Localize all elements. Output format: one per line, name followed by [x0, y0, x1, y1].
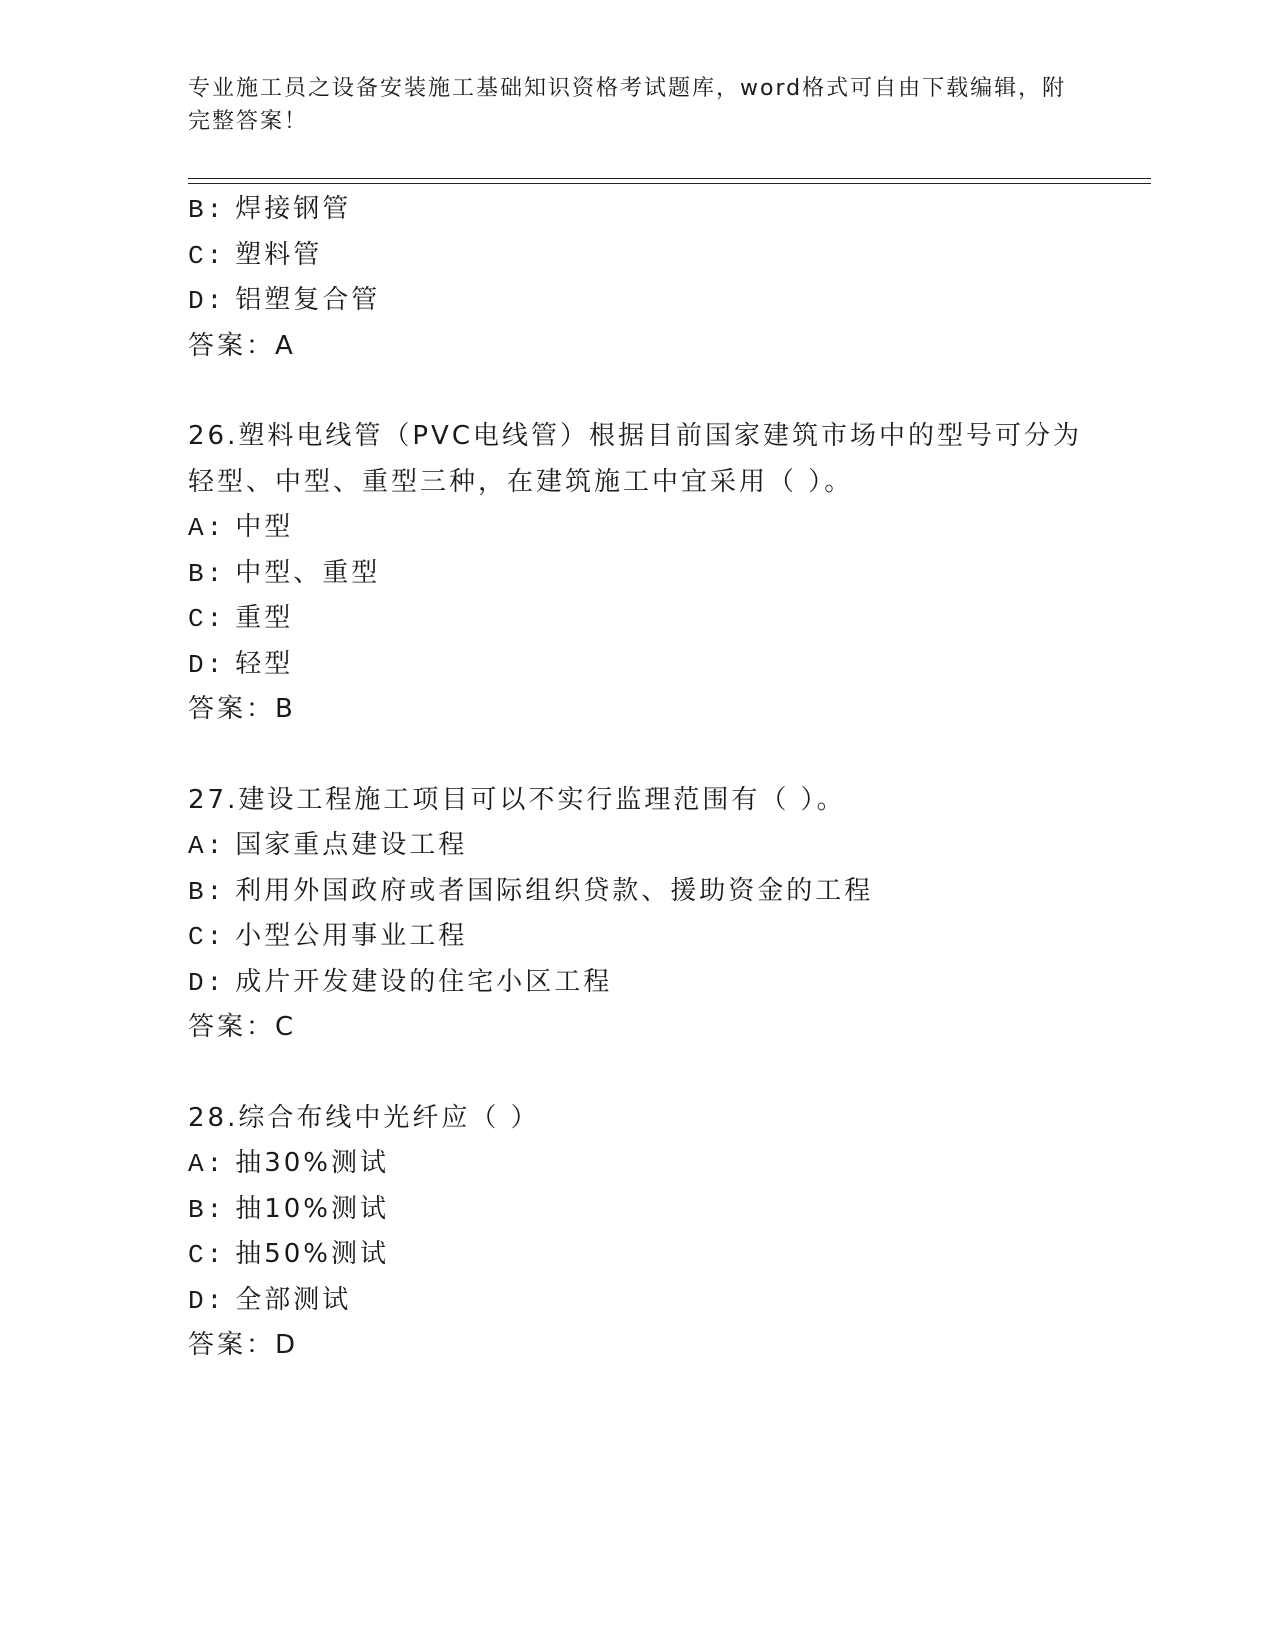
answer: 答案：B [188, 694, 296, 724]
option-a: A: 国家重点建设工程 [188, 830, 468, 861]
option-b: B: 利用外国政府或者国际组织贷款、援助资金的工程 [188, 875, 874, 907]
question-25-continued [188, 187, 1151, 369]
option-c: C: 抽50%测试 [188, 1239, 390, 1270]
option-c: C: 塑料管 [188, 239, 323, 271]
option-a: A: 抽30%测试 [188, 1148, 390, 1179]
option-d: D: 成片开发建设的住宅小区工程 [188, 966, 613, 998]
option-a: A: 中型 [188, 512, 294, 543]
question-stem: 轻型、中型、重型三种，在建筑施工中宜采用（ ）。 [188, 466, 854, 497]
option-d: D: 全部测试 [188, 1284, 352, 1316]
answer: 答案：A [188, 330, 296, 361]
question-28 [188, 1096, 1151, 1369]
option-c: C: 重型 [188, 603, 294, 634]
question-stem: 27.建设工程施工项目可以不实行监理范围有（ ）。 [188, 784, 846, 815]
header-divider [188, 178, 1151, 184]
option-b: B: 中型、重型 [188, 557, 381, 589]
option-c: C: 小型公用事业工程 [188, 921, 468, 952]
document-header [188, 72, 1088, 138]
question-stem: 26.塑料电线管（PVC电线管）根据目前国家建筑市场中的型号可分为 [188, 421, 1082, 451]
question-stem: 28.综合布线中光纤应（ ） [188, 1102, 540, 1133]
question-26 [188, 414, 1151, 733]
question-list [188, 187, 1151, 1369]
option-d: D: 铝塑复合管 [188, 285, 381, 316]
question-27 [188, 778, 1151, 1051]
answer: 答案：D [188, 1330, 299, 1360]
option-b: B: 抽10%测试 [188, 1193, 390, 1225]
option-b: B: 焊接钢管 [188, 194, 352, 225]
header-text: 专业施工员之设备安装施工基础知识资格考试题库，word格式可自由下载编辑，附完整答案！ [188, 76, 1067, 134]
option-d: D: 轻型 [188, 648, 294, 680]
answer: 答案：C [188, 1012, 297, 1042]
